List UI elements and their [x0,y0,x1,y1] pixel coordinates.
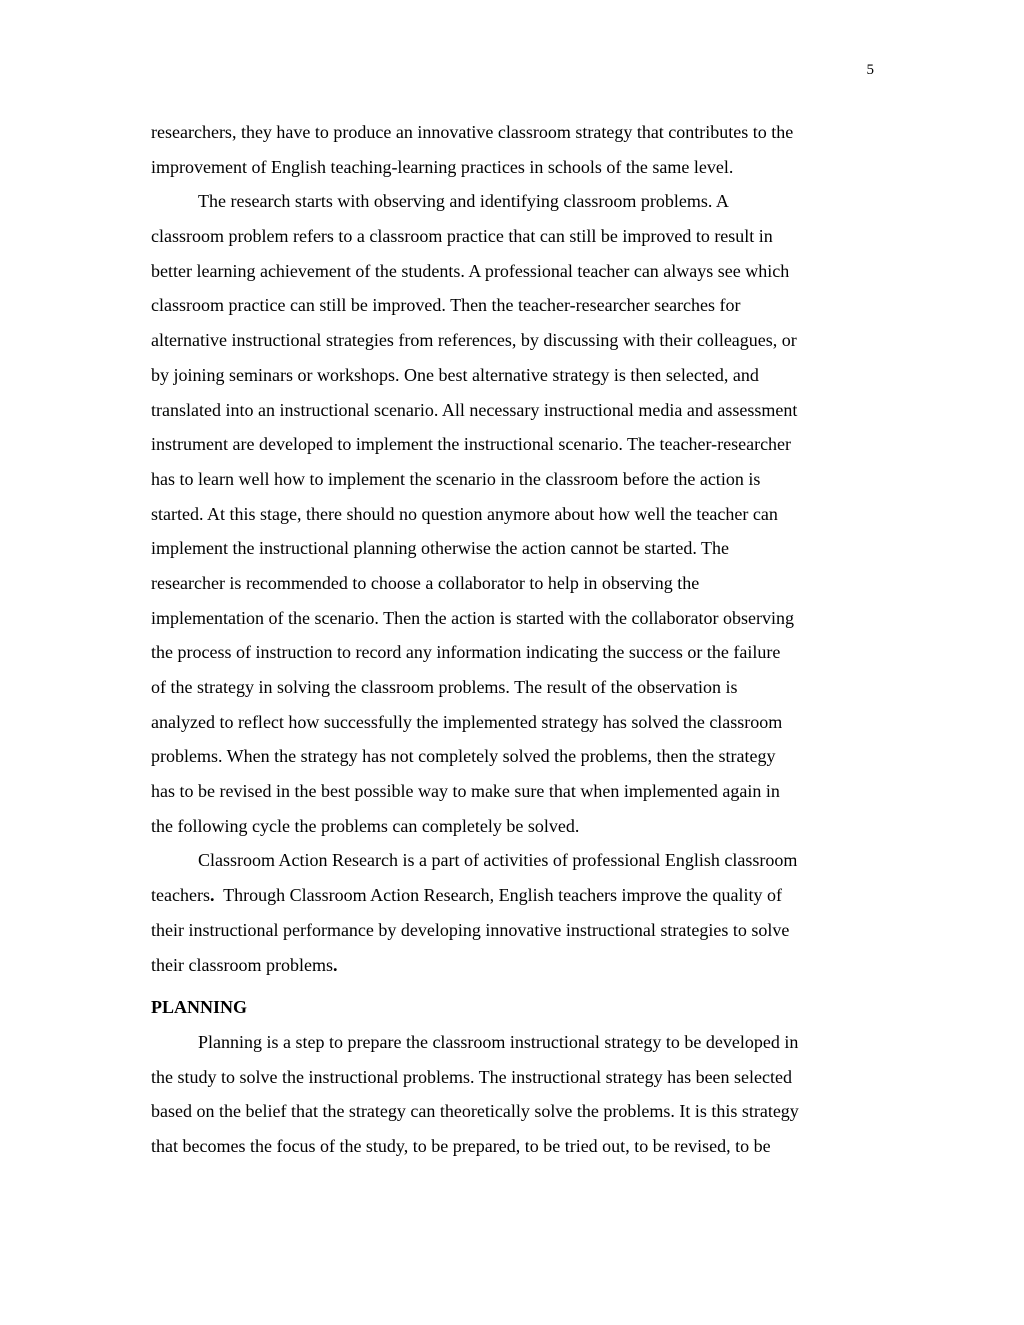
text-fragment: teachers [151,885,210,906]
text-line: that becomes the focus of the study, to be prepared, to be tried out, to be revised, to be [151,1135,771,1156]
text-line: analyzed to reflect how successfully the implemented strategy has solved the classroom [151,711,783,732]
text-line: researcher is recommended to choose a collaborator to help in observing the [151,572,700,593]
text-line: better learning achievement of the students. A professional teacher can always see which [151,260,790,281]
text-line: classroom problem refers to a classroom practice that can still be improved to result in [151,226,773,247]
page-number: 5 [866,62,874,78]
text-line: of the strategy in solving the classroom problems. The result of the observation is [151,677,738,697]
text-line: the process of instruction to record any information indicating the success or the failure [151,642,781,663]
section-heading: PLANNING [151,997,248,1018]
text-line: Classroom Action Research is a part of activities of professional English classroom [198,850,798,871]
text-line: researchers, they have to produce an innovative classroom strategy that contributes to the [151,122,794,142]
text-line [151,878,891,913]
text-line: alternative instructional strategies from references, by discussing with their colleagues, or [151,330,797,351]
text-line: implement the instructional planning otherwise the action cannot be started. The [151,538,730,559]
text-line: instrument are developed to implement the instructional scenario. The teacher-researcher [151,434,792,455]
text-fragment: Through Classroom Action Research, English teachers improve the quality of [214,885,783,906]
bold-period: . [209,885,215,906]
text-line: translated into an instructional scenario. All necessary instructional media and assessment [151,399,798,420]
text-line: implementation of the scenario. Then the action is started with the collaborator observing [151,607,794,628]
text-line: improvement of English teaching-learning practices in schools of the same level. [151,156,734,177]
text-line: based on the belief that the strategy can theoretically solve the problems. It is this strategy [151,1101,799,1122]
text-line: has to learn well how to implement the scenario in the classroom before the action is [151,468,761,489]
text-line: The research starts with observing and identifying classroom problems. A [198,191,729,212]
text-line: has to be revised in the best possible way to make sure that when implemented again in [151,781,780,802]
text-line: the study to solve the instructional problems. The instructional strategy has been selected [151,1066,793,1087]
text-line: problems. When the strategy has not completely solved the problems, then the strategy [151,746,776,767]
text-line: Planning is a step to prepare the classroom instructional strategy to be developed in [198,1031,799,1052]
bold-period: . [332,954,338,975]
text-fragment: their classroom problems [151,954,333,975]
text-line [151,948,891,983]
text-line: their instructional performance by developing innovative instructional strategies to solve [151,919,790,940]
text-line: classroom practice can still be improved. Then the teacher-researcher searches for [151,295,741,316]
text-line: started. At this stage, there should no question anymore about how well the teacher can [151,503,778,524]
text-line: by joining seminars or workshops. One best alternative strategy is then selected, and [151,364,759,385]
body-text [151,115,891,1164]
text-line: the following cycle the problems can completely be solved. [151,815,580,836]
